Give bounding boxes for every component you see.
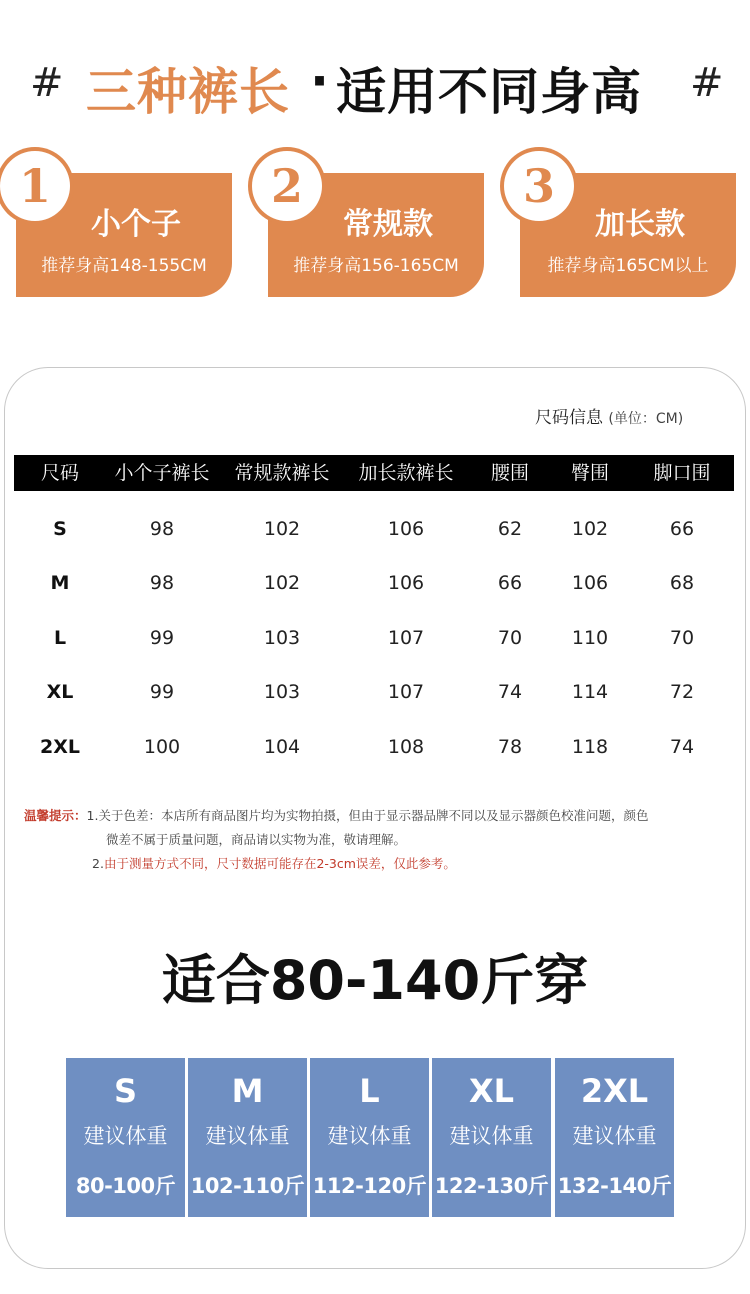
title-highlight: 三种裤长 [86,63,290,121]
table-cell: 102 [263,572,301,594]
card-title: 加长款 [595,207,685,242]
table-cell: 99 [149,681,175,703]
weight-range: 112-120斤 [312,1174,427,1198]
table-cell: 62 [497,518,523,540]
weight-title: 适合80-140斤穿 [161,949,589,1012]
note-text: 1.关于色差：本店所有商品图片均为实物拍摄，但由于显示器品牌不同以及显示器颜色校准问题，颜色 [86,808,649,823]
header-cell: 尺码 [40,462,79,484]
weight-box-s [66,1058,185,1217]
note-line-1 [24,803,648,828]
table-row [14,720,734,774]
weight-size: S [113,1072,138,1110]
table-cell: 98 [149,518,175,540]
table-cell: 102 [571,518,609,540]
header-cell: 加长款裤长 [358,462,454,484]
cell-size: L [53,627,67,649]
table-cell: 99 [149,627,175,649]
weight-label: 建议体重 [83,1124,168,1148]
weight-label: 建议体重 [449,1124,534,1148]
weight-size: L [359,1072,380,1110]
table-cell: 103 [263,627,301,649]
cell-size: 2XL [40,736,80,758]
table-cell: 104 [263,736,301,758]
weight-box-l [310,1058,429,1217]
weight-range: 122-130斤 [434,1174,549,1198]
note-line-1-cont: 微差不属于质量问题，商品请以实物为准，敬请理解。 [106,832,407,847]
table-cell: 110 [571,627,609,649]
note-label: 温馨提示： [24,808,87,823]
card-title: 小个子 [91,207,181,242]
card-subtitle: 推荐身高148-155CM [41,256,207,276]
card-number: 1 [18,159,51,213]
table-cell: 66 [497,572,523,594]
weight-label: 建议体重 [572,1124,657,1148]
table-cell: 72 [669,681,695,703]
caption-text: 尺码信息 [535,408,603,428]
table-cell: 107 [387,627,425,649]
header-cell: 脚口围 [653,462,711,484]
table-cell: 74 [669,736,695,758]
unit-text: (单位：CM) [608,411,684,427]
table-row [14,665,734,719]
table-cell: 66 [669,518,695,540]
table-cell: 70 [669,627,695,649]
size-table-caption [535,403,683,428]
weight-box-m [188,1058,307,1217]
note-text-red: 由于测量方式不同，尺寸数据可能存在2-3cm误差，仅此参考。 [103,856,456,871]
table-cell: 114 [571,681,609,703]
cell-size: S [53,518,67,540]
length-card-regular [268,159,484,297]
card-number: 3 [522,159,555,213]
table-row [14,502,734,556]
size-table-header [14,455,734,491]
card-title: 常规款 [343,207,433,242]
table-cell: 100 [143,736,181,758]
table-cell: 74 [497,681,523,703]
title-main: 适用不同身高 [336,63,642,121]
table-cell: 78 [497,736,523,758]
card-subtitle: 推荐身高165CM以上 [547,256,709,276]
table-row [14,556,734,610]
header-cell: 常规款裤长 [234,462,330,484]
hash-left: # [30,60,64,106]
table-cell: 106 [571,572,609,594]
header-cell: 臀围 [570,462,609,484]
table-cell: 98 [149,572,175,594]
note-line-2 [92,851,456,876]
length-card-long [520,159,736,297]
weight-range: 102-110斤 [190,1174,305,1198]
header-cell: 小个子裤长 [114,462,210,484]
length-card-short [16,159,232,297]
weight-size: M [231,1072,264,1110]
table-row [14,611,734,665]
table-cell: 108 [387,736,425,758]
header-cell: 腰围 [490,462,529,484]
page-header [0,52,750,122]
cell-size: XL [46,681,74,703]
cell-size: M [50,572,70,594]
weight-box-xl [432,1058,551,1217]
weight-size: 2XL [580,1072,649,1110]
title-dot: · [310,52,329,110]
weight-size: XL [468,1072,515,1110]
note-number: 2. [92,856,104,871]
weight-label: 建议体重 [327,1124,412,1148]
weight-range: 132-140斤 [557,1174,672,1198]
table-cell: 106 [387,518,425,540]
weight-label: 建议体重 [205,1124,290,1148]
table-cell: 103 [263,681,301,703]
table-cell: 68 [669,572,695,594]
card-number: 2 [270,159,303,213]
hash-right: # [690,60,724,106]
card-subtitle: 推荐身高156-165CM [293,256,459,276]
table-cell: 107 [387,681,425,703]
table-cell: 118 [571,736,609,758]
weight-range: 80-100斤 [75,1174,176,1198]
table-cell: 102 [263,518,301,540]
weight-box-2xl [555,1058,674,1217]
table-cell: 106 [387,572,425,594]
table-cell: 70 [497,627,523,649]
